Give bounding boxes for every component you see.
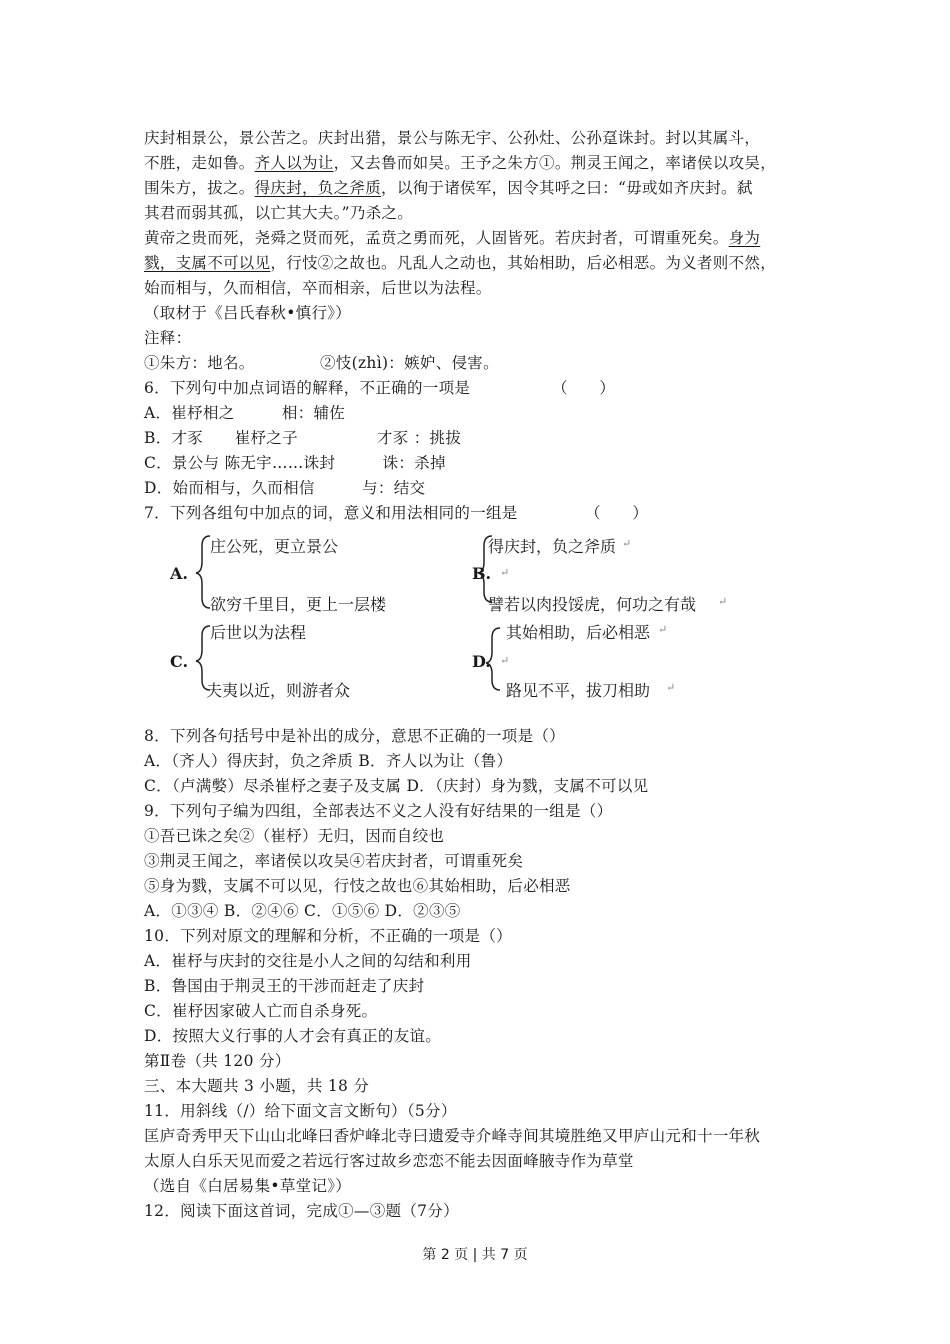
passage-line-7: 始而相与，久而相信，卒而相亲，后世以为法程。	[144, 279, 492, 297]
q7-option-a-line-2: 欲穷千里目，更上一层楼	[210, 595, 387, 614]
q11-stem: 11．用斜线（/）给下面文言文断句）（5分）	[144, 1102, 457, 1120]
q9-sentences-3: ⑤身为戮，支属不可以见，行忮之故也⑥其始相助，后必相恶	[144, 877, 571, 895]
q10-option-a: A．崔杼与庆封的交往是小人之间的勾结和利用	[144, 952, 472, 970]
underlined-sentence: 齐人以为让	[254, 154, 334, 172]
return-mark-icon: ↵	[658, 623, 668, 636]
q6-option-c: C．景公与 陈无宇……诛封 诛：杀掉	[144, 454, 446, 472]
q7-label-d: D.	[472, 652, 491, 671]
q11-source: （选自《白居易集•草堂记》）	[144, 1177, 352, 1195]
q9-sentences-1: ①吾已诛之矣②（崔杼）无归，因而自绞也	[144, 827, 445, 845]
q6-answer-paren: （ ）	[552, 379, 616, 397]
underlined-sentence: 身为	[728, 229, 761, 247]
note-2: ②忮(zhì)：嫉妒、侵害。	[320, 354, 499, 372]
underlined-sentence: 戮，支属不可以见	[144, 254, 271, 272]
q7-option-b-line-2: 譬若以肉投馁虎，何功之有哉	[488, 595, 697, 614]
passage-line-6: 戮，支属不可以见，行忮②之故也。凡乱人之动也，其始相助，后必相恶。为义者则不然，	[144, 254, 777, 272]
q7-label-b: B.	[472, 564, 492, 583]
q7-option-c-line-1: 后世以为法程	[210, 623, 307, 642]
passage-source: （取材于《吕氏春秋•慎行》）	[144, 304, 352, 322]
return-mark-icon: ↵	[622, 537, 632, 550]
q7-option-d-line-1: 其始相助，后必相恶	[506, 623, 651, 642]
passage-line-2: 不胜，走如鲁。齐人以为让，又去鲁而如吴。王予之朱方①。荆灵王闻之，率诸侯以攻吴，	[144, 154, 777, 172]
q6-option-d: D．始而相与，久而相信 与：结交	[144, 479, 426, 497]
brace-a	[196, 536, 210, 608]
q7-option-d-line-2: 路见不平，拔刀相助	[506, 681, 651, 700]
q8-options-ab: A．（齐人）得庆封，负之斧质 B．齐人以为让（鲁）	[144, 752, 513, 770]
return-mark-icon: ↵	[666, 681, 676, 694]
q6-option-b: B．才豕 崔杼之子 才豕 ：挑拔	[144, 429, 462, 447]
q7-stem: 7．下列各组句中加点的词，意义和用法相同的一组是	[144, 504, 518, 522]
q7-options-figure	[160, 528, 760, 708]
q7-option-b-line-1: 得庆封，负之斧质	[488, 537, 617, 556]
notes-title: 注释：	[144, 329, 192, 347]
passage-line-3: 围朱方，拔之。得庆封，负之斧质，以徇于诸侯军，因令其呼之曰：“毋或如齐庆封。弑	[144, 179, 753, 197]
passage-line-4: 其君而弱其孤，以亡其大夫。”乃杀之。	[144, 204, 414, 222]
q9-options: A．①③④ B．②④⑥ C．①⑤⑥ D．②③⑤	[144, 902, 461, 920]
q10-option-c: C．崔杼因家破人亡而自杀身死。	[144, 1002, 378, 1020]
q10-stem: 10．下列对原文的理解和分析，不正确的一项是（）	[144, 927, 512, 945]
passage-line-1: 庆封相景公，景公苦之。庆封出猎，景公与陈无宇、公孙灶、公孙趸诛封。封以其属斗，	[144, 129, 761, 147]
q9-stem: 9．下列句子编为四组，全部表达不义之人没有好结果的一组是（）	[144, 802, 613, 820]
q8-options-cd: C．（卢满嫳）尽杀崔杼之妻子及支属 D．（庆封）身为戮，支属不可以见	[144, 777, 649, 795]
return-mark-icon: ↵	[718, 595, 728, 608]
q9-sentences-2: ③荆灵王闻之，率诸侯以攻吴④若庆封者，可谓重死矣	[144, 852, 524, 870]
q7-option-c-line-2: 夫夷以近，则游者众	[206, 681, 351, 700]
note-1: ①朱方：地名。	[144, 354, 255, 372]
underlined-sentence: 得庆封，负之斧质	[254, 179, 382, 197]
q7-option-a-line-1: 庄公死，更立景公	[210, 537, 339, 556]
q7-label-c: C.	[170, 652, 189, 671]
return-mark-icon: ↵	[500, 566, 510, 579]
part2-title: 第Ⅱ卷（共 120 分）	[144, 1052, 291, 1070]
q10-option-b: B．鲁国由于荆灵王的干涉而赶走了庆封	[144, 977, 425, 995]
q10-option-d: D．按照大义行事的人才会有真正的友谊。	[144, 1027, 442, 1045]
passage-line-5: 黄帝之贵而死，尧舜之贤而死，孟贲之勇而死，人固皆死。若庆封者，可谓重死矣。身为	[144, 229, 761, 247]
q7-label-a: A.	[170, 564, 188, 583]
q11-text-line-1: 匡庐奇秀甲天下山山北峰曰香炉峰北寺曰遗爱寺介峰寺间其境胜绝又甲庐山元和十一年秋	[144, 1127, 761, 1145]
q6-stem: 6．下列句中加点词语的解释，不正确的一项是	[144, 379, 471, 397]
q12-stem: 12．阅读下面这首词，完成①—③题（7分）	[144, 1202, 459, 1220]
q6-option-a: A．崔杼相之 相：辅佐	[144, 404, 346, 422]
page-footer: 第 2 页 | 共 7 页	[422, 1247, 528, 1263]
q8-stem: 8．下列各句括号中是补出的成分，意思不正确的一项是（）	[144, 727, 565, 745]
section-3-heading: 三、本大题共 3 小题，共 18 分	[144, 1077, 370, 1095]
q11-text-line-2: 太原人白乐天见而爱之若远行客过故乡恋恋不能去因面峰腋寺作为草堂	[144, 1152, 634, 1170]
q7-answer-paren: （ ）	[585, 504, 649, 522]
return-mark-icon: ↵	[500, 654, 510, 667]
